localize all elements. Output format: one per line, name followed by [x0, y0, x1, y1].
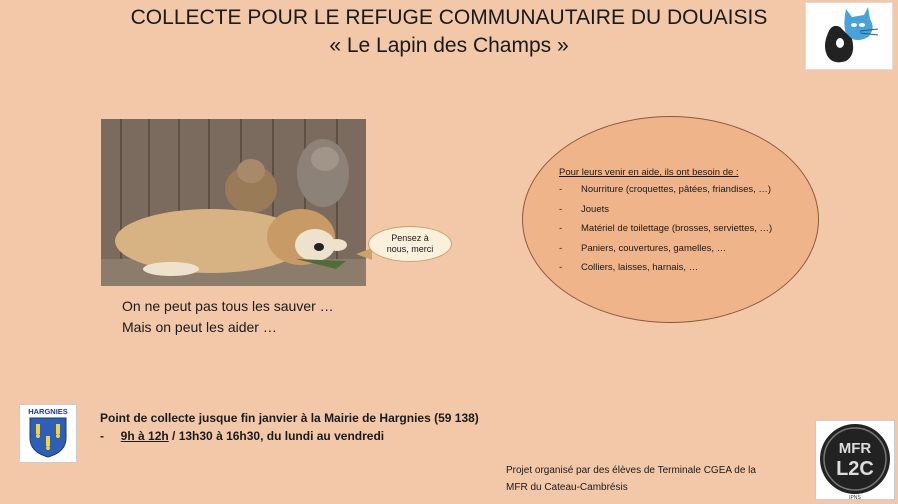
photo-illustration: [101, 119, 366, 286]
title-line-2: « Le Lapin des Champs »: [329, 34, 569, 57]
mfr-l2c-logo: [815, 420, 895, 500]
slogan-line-1: On ne peut pas tous les sauver …: [122, 298, 334, 314]
collection-point: Point de collecte jusque fin janvier à la Mairie de Hargnies (59 138): [100, 411, 479, 425]
list-item: - Jouets: [559, 204, 772, 224]
cat-dog-logo: [805, 2, 893, 70]
bubble-line-1: Pensez à: [391, 233, 429, 243]
slogan: [122, 296, 334, 338]
cat-dog-icon: [806, 3, 892, 69]
need-label: Jouets: [581, 203, 609, 215]
project-line-2: MFR du Cateau-Cambrésis: [506, 482, 628, 493]
cat-dog-photo: [101, 119, 366, 286]
needs-list: [559, 184, 772, 282]
need-label: Nourriture (croquettes, pâtées, friandises, …): [581, 184, 772, 195]
slogan-line-2: Mais on peut les aider …: [122, 319, 277, 335]
need-label: Colliers, laisses, harnais, …: [581, 262, 699, 273]
logo-sub-text: IPNS: [849, 495, 861, 499]
list-item: - Matériel de toilettage (brosses, serviettes, …): [559, 223, 772, 243]
need-label: Matériel de toilettage (brosses, serviettes, …): [581, 223, 773, 234]
morning-hours: 9h à 12h: [120, 429, 169, 443]
needs-heading: Pour leurs venir en aide, ils ont besoin de :: [559, 167, 739, 178]
project-credit: [506, 462, 756, 496]
project-line-1: Projet organisé par des élèves de Terminale CGEA de la: [506, 465, 756, 476]
need-label: Paniers, couvertures, gamelles, …: [581, 242, 727, 254]
bubble-line-2: nous, merci: [386, 244, 434, 254]
logo-bottom-text: L2C: [836, 458, 874, 480]
list-item: - Nourriture (croquettes, pâtées, friandises, …): [559, 184, 772, 204]
collection-hours: [100, 429, 384, 443]
speech-bubble: [368, 226, 452, 262]
list-item: - Colliers, laisses, harnais, …: [559, 262, 772, 282]
hargnies-coat-of-arms: [19, 404, 77, 463]
poster-title: [0, 4, 898, 60]
mfr-logo-icon: [816, 421, 894, 499]
shield-icon: [28, 416, 68, 458]
hours-dash: -: [100, 429, 104, 443]
blason-name: HARGNIES: [28, 407, 68, 416]
logo-top-text: MFR: [838, 440, 872, 457]
title-line-1: COLLECTE POUR LE REFUGE COMMUNAUTAIRE DU DOUAISIS: [130, 6, 768, 29]
list-item: - Paniers, couvertures, gamelles, …: [559, 243, 772, 263]
afternoon-hours: / 13h30 à 16h30, du lundi au vendredi: [168, 429, 385, 443]
